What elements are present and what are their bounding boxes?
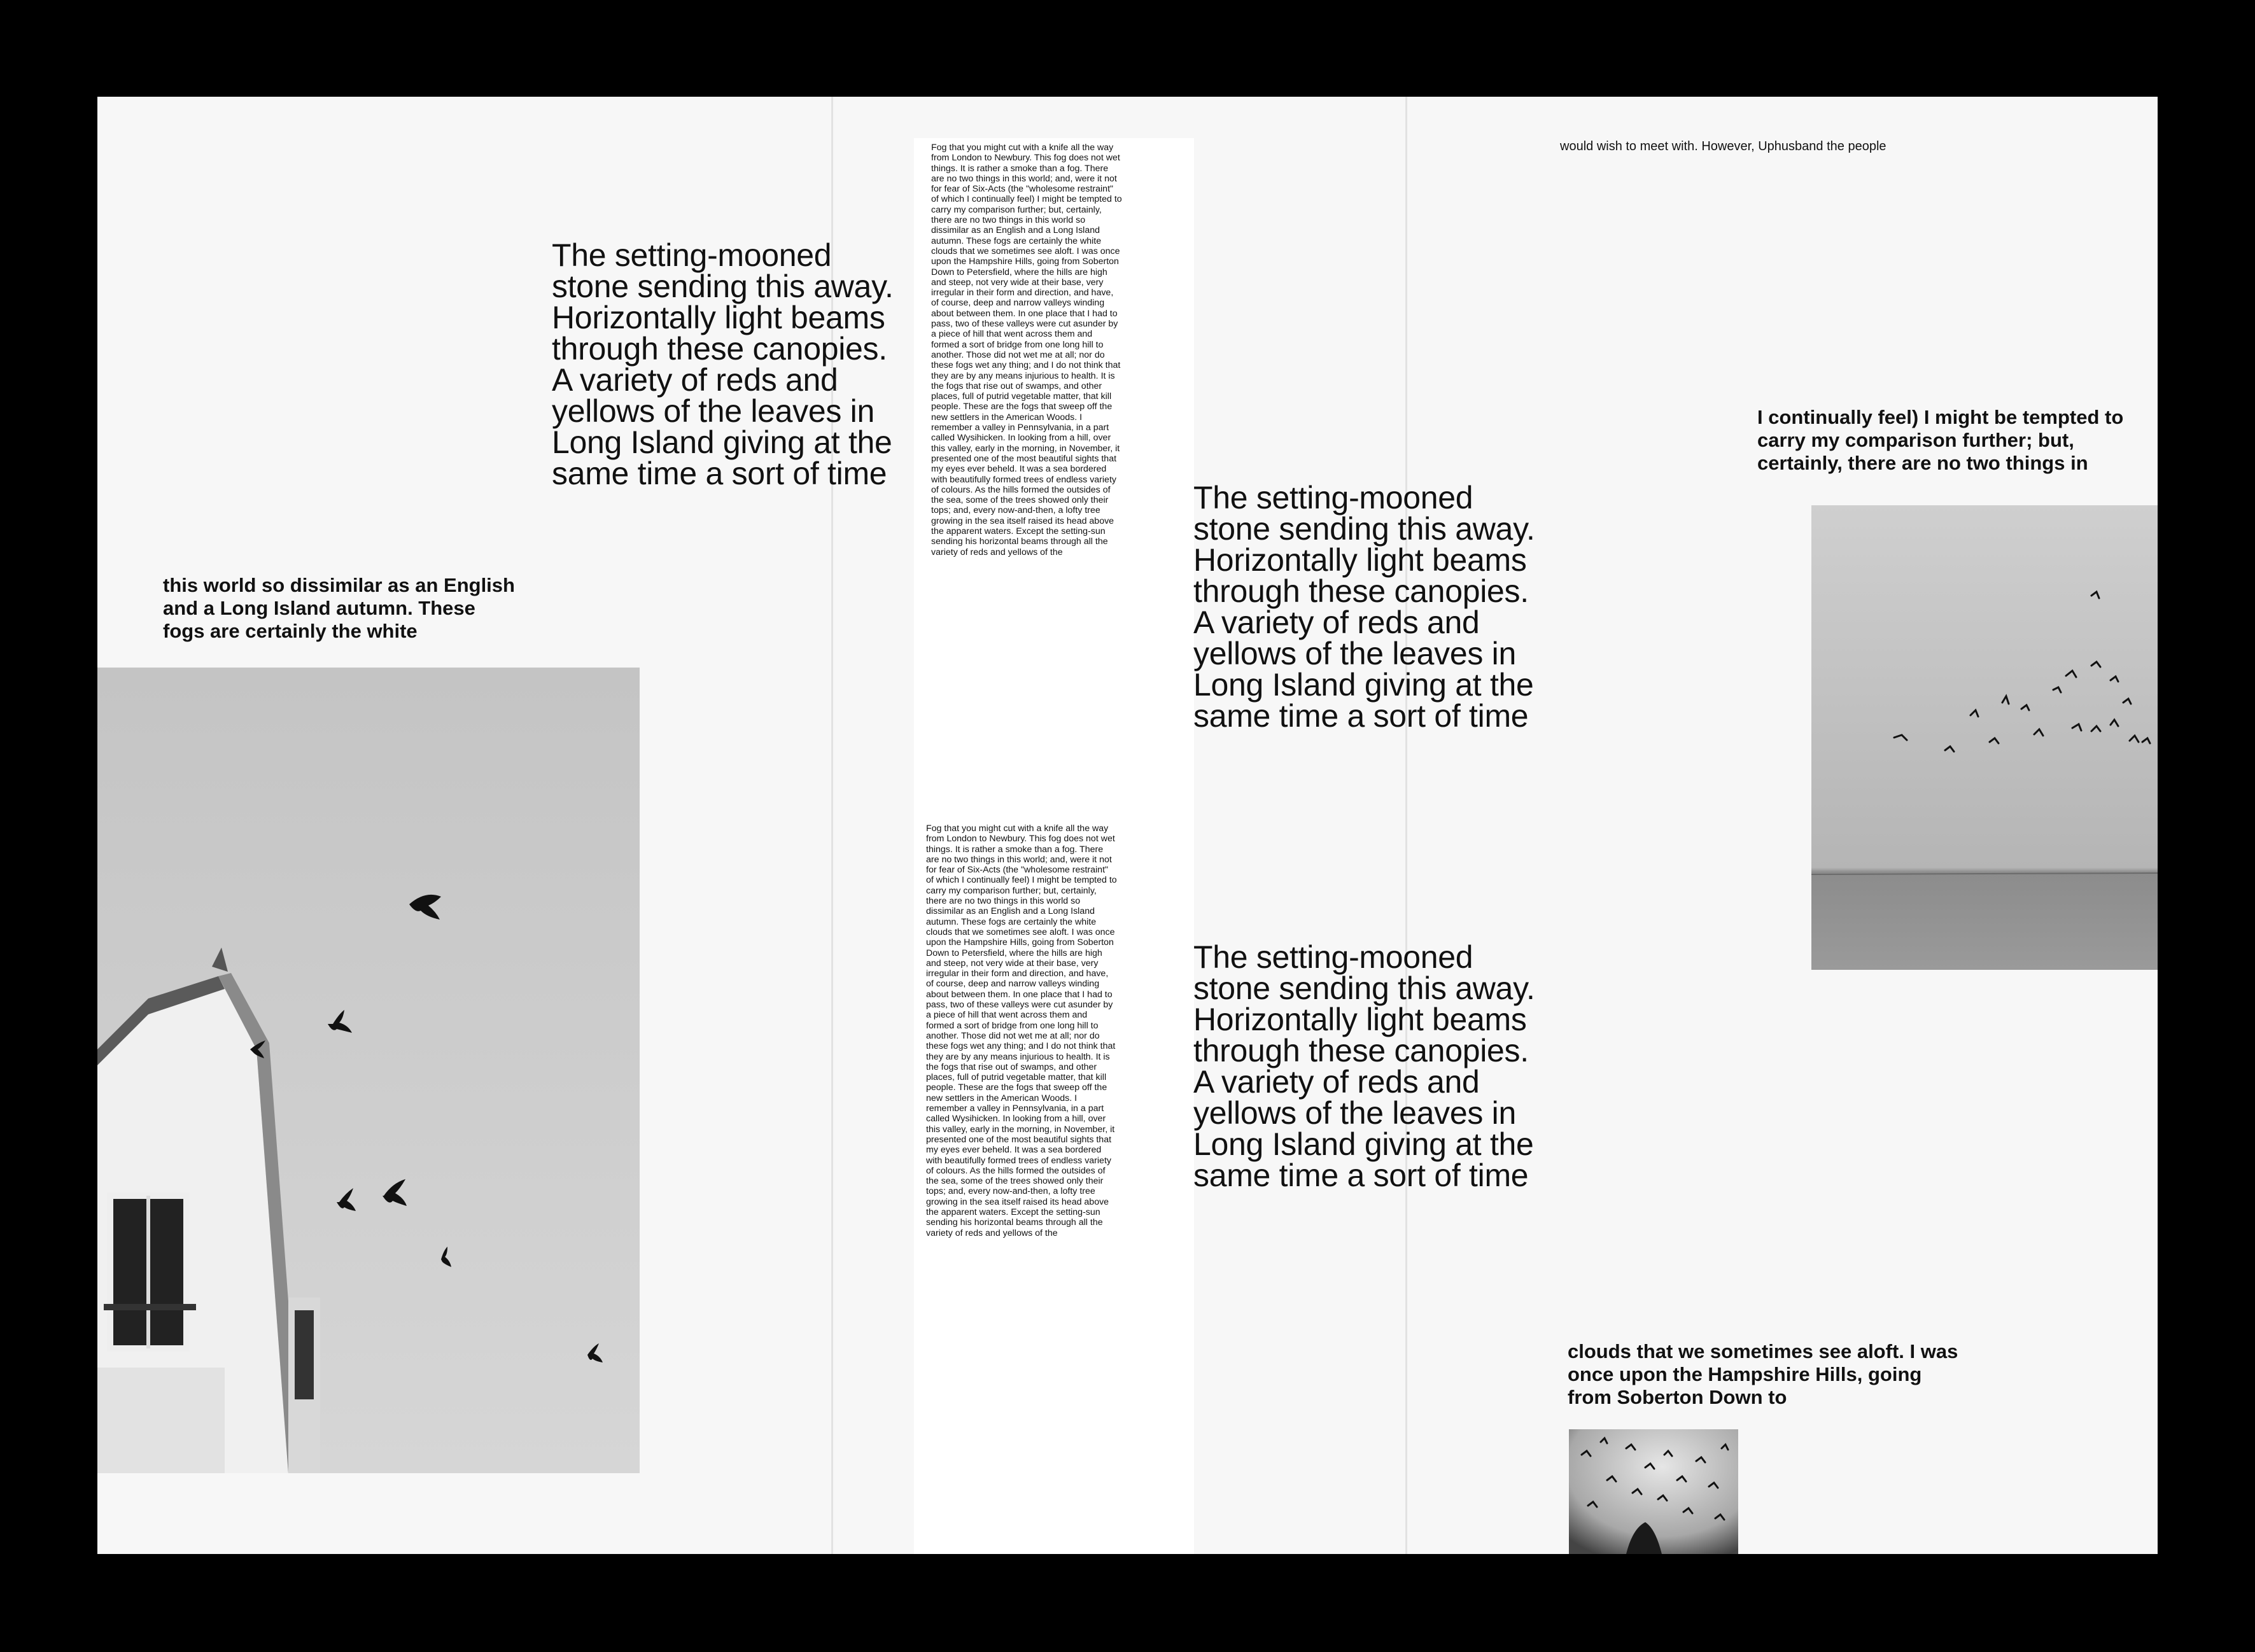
magazine-spread — [97, 97, 2158, 1554]
verse-block-right-top: The setting-mooned stone sending this away. Horizontally light beams through these canopies. A variety of reds and yellows of the leaves in Long Island giving at the same time a sort of time — [1193, 480, 1535, 734]
verse-block-right-bottom: The setting-mooned stone sending this away. Horizontally light beams through these canopies. A variety of reds and yellows of the leaves in Long Island giving at the same time a sort of time — [1193, 939, 1535, 1193]
top-text-fragment: would wish to meet with. However, Uphusband the people — [1560, 139, 1886, 153]
building-with-birds-photo — [97, 668, 640, 1473]
bold-caption-left: this world so dissimilar as an English and a Long Island autumn. These fogs are certainly the white — [163, 574, 515, 642]
bold-caption-bottom: clouds that we sometimes see aloft. I was once upon the Hampshire Hills, going from Soberton Down to — [1568, 1340, 1958, 1408]
body-column-bottom: Fog that you might cut with a knife all the way from London to Newbury. This fog does not wet things. It is rather a smoke than a fog. There are no two things in this world; and, were it not for fear of Six-Acts (the "wholesome restraint" of which I continually feel) I might be tempted to carry my comparison further; but, certainly, there are no two things in this world so dissimilar as an English and a Long Island autumn. These fogs are certainly the white clouds that we sometimes see aloft. I was once upon the Hampshire Hills, going from Soberton Down to Petersfield, where the hills are high and steep, not very wide at their base, very irregular in their form and direction, and have, of course, deep and narrow valleys winding about between them. In one place that I had to pass, two of these valleys were cut asunder by a piece of hill that went across them and formed a sort of bridge from one long hill to another. Those did not wet me at all; nor do these fogs wet any thing; and I do not think that they are by any means injurious to health. It is the fogs that rise out of swamps, and other places, full of putrid vegetable matter, that kill people. These are the fogs that sweep off the new settlers in the American Woods. I remember a valley in Pennsylvania, in a part called Wysihicken. In looking from a hill, over this valley, early in the morning, in November, it presented one of the most beautiful sights that my eyes ever beheld. It was a sea bordered with beautifully formed trees of endless variety of colours. As the hills formed the outsides of the sea, some of the trees showed only their tops; and, every now-and-then, a lofty tree growing in the sea itself raised its head above the apparent waters. Except the setting-sun sending his horizontal beams through all the variety of reds and yellows of the — [926, 823, 1117, 1238]
verse-block-left: The setting-mooned stone sending this away. Horizontally light beams through these canopies. A variety of reds and yellows of the leaves in Long Island giving at the same time a sort of time — [552, 237, 894, 491]
sea-with-birds-photo — [1811, 505, 2158, 970]
flock-photo — [1569, 1429, 1738, 1554]
fold-line — [1405, 97, 1407, 1554]
bold-caption-right: I continually feel) I might be tempted to carry my comparison further; but, certainly, there are no two things in — [1757, 406, 2124, 474]
body-column-top: Fog that you might cut with a knife all the way from London to Newbury. This fog does not wet things. It is rather a smoke than a fog. There are no two things in this world; and, were it not for fear of Six-Acts (the "wholesome restraint" of which I continually feel) I might be tempted to carry my comparison further; but, certainly, there are no two things in this world so dissimilar as an English and a Long Island autumn. These fogs are certainly the white clouds that we sometimes see aloft. I was once upon the Hampshire Hills, going from Soberton Down to Petersfield, where the hills are high and steep, not very wide at their base, very irregular in their form and direction, and have, of course, deep and narrow valleys winding about between them. In one place that I had to pass, two of these valleys were cut asunder by a piece of hill that went across them and formed a sort of bridge from one long hill to another. Those did not wet me at all; nor do these fogs wet any thing; and I do not think that they are by any means injurious to health. It is the fogs that rise out of swamps, and other places, full of putrid vegetable matter, that kill people. These are the fogs that sweep off the new settlers in the American Woods. I remember a valley in Pennsylvania, in a part called Wysihicken. In looking from a hill, over this valley, early in the morning, in November, it presented one of the most beautiful sights that my eyes ever beheld. It was a sea bordered with beautifully formed trees of endless variety of colours. As the hills formed the outsides of the sea, some of the trees showed only their tops; and, every now-and-then, a lofty tree growing in the sea itself raised its head above the apparent waters. Except the setting-sun sending his horizontal beams through all the variety of reds and yellows of the — [931, 143, 1122, 557]
